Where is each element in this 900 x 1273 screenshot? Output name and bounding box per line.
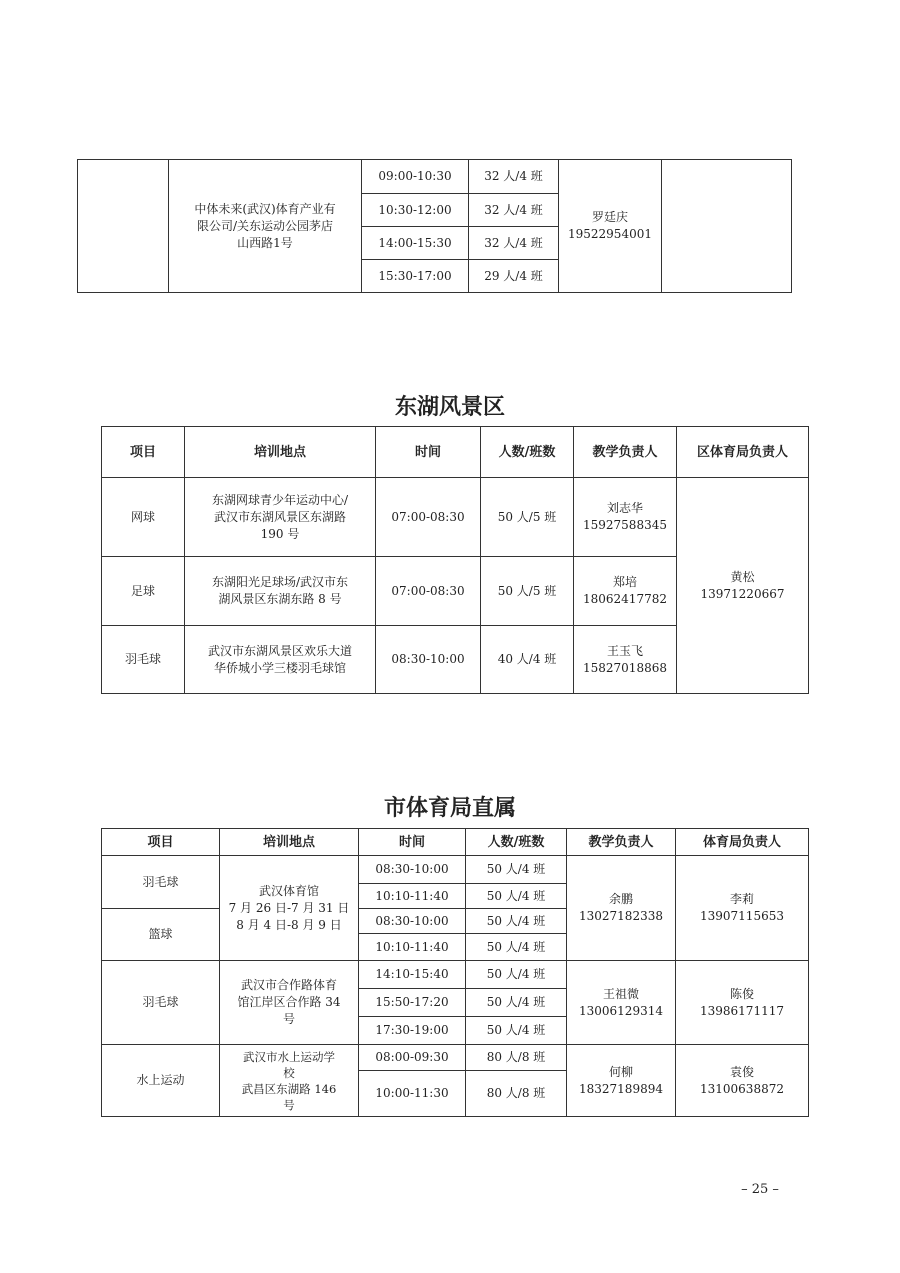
teacher-cell: 王祖微 13006129314: [567, 961, 676, 1045]
teacher-cell: 郑培 18062417782: [574, 557, 677, 626]
count-cell: 50 人/4 班: [466, 884, 567, 909]
time-cell: 08:30-10:00: [359, 909, 466, 934]
teacher-cell: 余鹏 13027182338: [567, 856, 676, 961]
count-cell: 50 人/4 班: [466, 934, 567, 961]
top-time-cell: 09:00-10:30: [362, 160, 469, 194]
count-cell: 80 人/8 班: [466, 1071, 567, 1117]
header-location: 培训地点: [185, 427, 376, 478]
time-cell: 10:10-11:40: [359, 934, 466, 961]
top-time-cell: 10:30-12:00: [362, 194, 469, 227]
time-cell: 15:50-17:20: [359, 989, 466, 1017]
time-cell: 08:00-09:30: [359, 1045, 466, 1071]
sport-cell: 羽毛球: [102, 626, 185, 694]
header-count: 人数/班数: [481, 427, 574, 478]
time-cell: 07:00-08:30: [376, 557, 481, 626]
header-sport: 项目: [102, 829, 220, 856]
time-cell: 14:10-15:40: [359, 961, 466, 989]
location-cell: 武汉市合作路体育 馆江岸区合作路 34 号: [220, 961, 359, 1045]
location-cell: 东湖网球青少年运动中心/ 武汉市东湖风景区东湖路 190 号: [185, 478, 376, 557]
section-title-donghu: 东湖风景区: [394, 395, 505, 420]
page-number: – 25 –: [741, 1182, 779, 1197]
header-sport: 项目: [102, 427, 185, 478]
top-count-cell: 29 人/4 班: [469, 260, 559, 293]
location-cell: 东湖阳光足球场/武汉市东 湖风景区东湖东路 8 号: [185, 557, 376, 626]
header-bureau: 体育局负责人: [676, 829, 809, 856]
time-cell: 08:30-10:00: [359, 856, 466, 884]
count-cell: 50 人/4 班: [466, 856, 567, 884]
header-time: 时间: [376, 427, 481, 478]
sport-cell: 篮球: [102, 909, 220, 961]
count-cell: 50 人/4 班: [466, 961, 567, 989]
top-time-cell: 14:00-15:30: [362, 227, 469, 260]
teacher-cell: 刘志华 15927588345: [574, 478, 677, 557]
count-cell: 50 人/4 班: [466, 1017, 567, 1045]
top-bureau-cell: [662, 160, 792, 293]
count-cell: 80 人/8 班: [466, 1045, 567, 1071]
top-contact-cell: 罗廷庆 19522954001: [559, 160, 662, 293]
top-location-cell: 中体未来(武汉)体育产业有 限公司/关东运动公园茅店 山西路1号: [169, 160, 362, 293]
count-cell: 50 人/4 班: [466, 989, 567, 1017]
top-count-cell: 32 人/4 班: [469, 227, 559, 260]
time-cell: 17:30-19:00: [359, 1017, 466, 1045]
sport-cell: 羽毛球: [102, 856, 220, 909]
time-cell: 10:00-11:30: [359, 1071, 466, 1117]
count-cell: 40 人/4 班: [481, 626, 574, 694]
teacher-cell: 何柳 18327189894: [567, 1045, 676, 1117]
location-cell: 武汉体育馆 7 月 26 日-7 月 31 日 8 月 4 日-8 月 9 日: [220, 856, 359, 961]
top-count-cell: 32 人/4 班: [469, 194, 559, 227]
bureau-cell: 李莉 13907115653: [676, 856, 809, 961]
teacher-cell: 王玉飞 15827018868: [574, 626, 677, 694]
top-count-cell: 32 人/4 班: [469, 160, 559, 194]
donghu-table: [101, 426, 809, 694]
district-contact-cell: 黄松 13971220667: [677, 478, 809, 694]
top-sport-cell: [78, 160, 169, 293]
city-table: [101, 828, 809, 1117]
location-cell: 武汉市东湖风景区欢乐大道 华侨城小学三楼羽毛球馆: [185, 626, 376, 694]
header-time: 时间: [359, 829, 466, 856]
time-cell: 08:30-10:00: [376, 626, 481, 694]
header-teacher: 教学负责人: [567, 829, 676, 856]
sport-cell: 水上运动: [102, 1045, 220, 1117]
sport-cell: 羽毛球: [102, 961, 220, 1045]
count-cell: 50 人/4 班: [466, 909, 567, 934]
header-count: 人数/班数: [466, 829, 567, 856]
count-cell: 50 人/5 班: [481, 557, 574, 626]
bureau-cell: 陈俊 13986171117: [676, 961, 809, 1045]
time-cell: 07:00-08:30: [376, 478, 481, 557]
section-title-city: 市体育局直属: [383, 796, 516, 821]
bureau-cell: 袁俊 13100638872: [676, 1045, 809, 1117]
header-district: 区体育局负责人: [677, 427, 809, 478]
header-teacher: 教学负责人: [574, 427, 677, 478]
top-table: [77, 159, 792, 293]
sport-cell: 网球: [102, 478, 185, 557]
count-cell: 50 人/5 班: [481, 478, 574, 557]
sport-cell: 足球: [102, 557, 185, 626]
header-location: 培训地点: [220, 829, 359, 856]
time-cell: 10:10-11:40: [359, 884, 466, 909]
location-cell: 武汉市水上运动学 校 武昌区东湖路 146 号: [220, 1045, 359, 1117]
top-time-cell: 15:30-17:00: [362, 260, 469, 293]
